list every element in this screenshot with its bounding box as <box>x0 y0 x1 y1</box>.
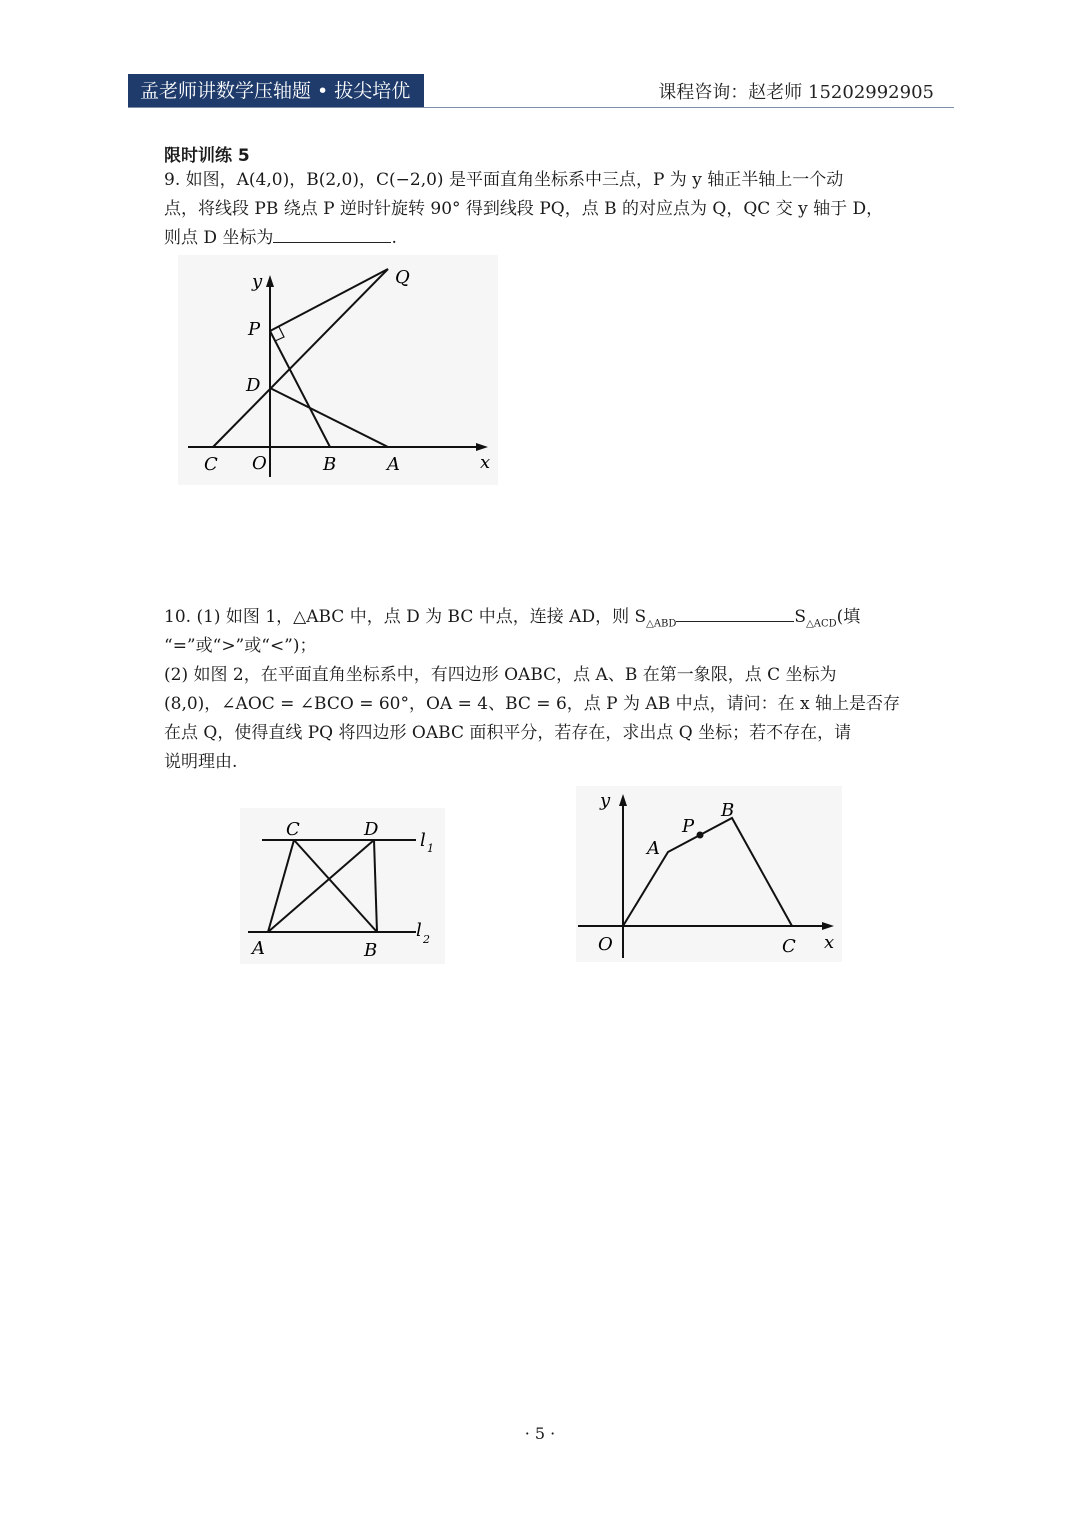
q10-part2-line-2: (8,0)，∠AOC = ∠BCO = 60°，OA = 4、BC = 6，点 P 为 AB 中点，请问：在 x 轴上是否存 <box>164 694 900 714</box>
point-P <box>697 832 704 839</box>
figure-1 <box>240 808 445 964</box>
fig1-label-l2-sub: 2 <box>423 933 430 946</box>
fig1-label-D: D <box>364 819 379 840</box>
fig2-label-O: O <box>598 934 613 955</box>
q9-figure <box>178 255 498 485</box>
label-C: C <box>204 454 218 475</box>
fig1-label-B: B <box>364 940 378 961</box>
header-contact: 课程咨询：赵老师 15202992905 <box>658 82 934 103</box>
label-D: D <box>246 375 261 396</box>
fig2-label-y: y <box>600 790 611 811</box>
figure-1-background <box>240 808 445 964</box>
fig2-label-x: x <box>824 932 835 953</box>
fig1-label-l1-sub: 1 <box>427 842 434 855</box>
label-P: P <box>248 319 261 340</box>
label-A: A <box>387 454 400 475</box>
header-title-bar: 孟老师讲数学压轴题 • 拔尖培优 <box>128 74 424 108</box>
q10-part1-line-2: “=”或“>”或“<”)； <box>164 636 317 656</box>
fig1-label-l1: l <box>420 830 426 851</box>
q9-line-3 <box>164 224 924 253</box>
q10-answer-blank <box>676 607 794 622</box>
fig2-label-C: C <box>782 936 796 957</box>
label-Q: Q <box>395 267 410 288</box>
q10-part1-end: (填 <box>836 607 861 627</box>
q9-line-3-suffix: . <box>391 228 397 248</box>
fig2-label-P: P <box>682 816 695 837</box>
q10-sub-acd: △ACD <box>806 618 837 630</box>
label-B: B <box>323 454 337 475</box>
fig1-label-A: A <box>252 938 265 959</box>
q9-line-1: 9. 如图，A(4,0)，B(2,0)，C(−2,0) 是平面直角坐标系中三点，P 为 y 轴正半轴上一个动 <box>164 170 844 190</box>
label-y: y <box>252 271 263 292</box>
q10-part1-text: 10. (1) 如图 1，△ABC 中，点 D 为 BC 中点，连接 AD，则 S <box>164 607 647 627</box>
q9-answer-blank <box>273 228 391 243</box>
q10-part2-line-1: (2) 如图 2，在平面直角坐标系中，有四边形 OABC，点 A、B 在第一象限，点 C 坐标为 <box>164 665 837 685</box>
header-divider <box>128 107 954 108</box>
figure-2-background <box>576 786 842 962</box>
q10-s2: S <box>794 607 807 627</box>
page-number: · 5 · <box>524 1424 556 1443</box>
section-title: 限时训练 5 <box>164 146 250 166</box>
fig1-label-C: C <box>286 819 300 840</box>
q9-line-3-prefix: 则点 D 坐标为 <box>164 228 274 248</box>
q9-figure-background <box>178 255 498 485</box>
label-x: x <box>480 452 491 473</box>
q10-part2-line-3: 在点 Q，使得直线 PQ 将四边形 OABC 面积平分，若存在，求出点 Q 坐标；若不存在，请 <box>164 723 852 743</box>
fig2-label-A: A <box>647 838 660 859</box>
label-O: O <box>252 453 267 474</box>
q10-part2-line-4: 说明理由. <box>164 752 238 772</box>
fig2-label-B: B <box>721 800 735 821</box>
q9-line-2: 点，将线段 PB 绕点 P 逆时针旋转 90° 得到线段 PQ，点 B 的对应点为 Q，QC 交 y 轴于 D， <box>164 199 884 219</box>
fig1-label-l2: l <box>416 920 422 941</box>
q10-sub-abd: △ABD <box>646 618 677 630</box>
figure-2 <box>576 786 842 962</box>
